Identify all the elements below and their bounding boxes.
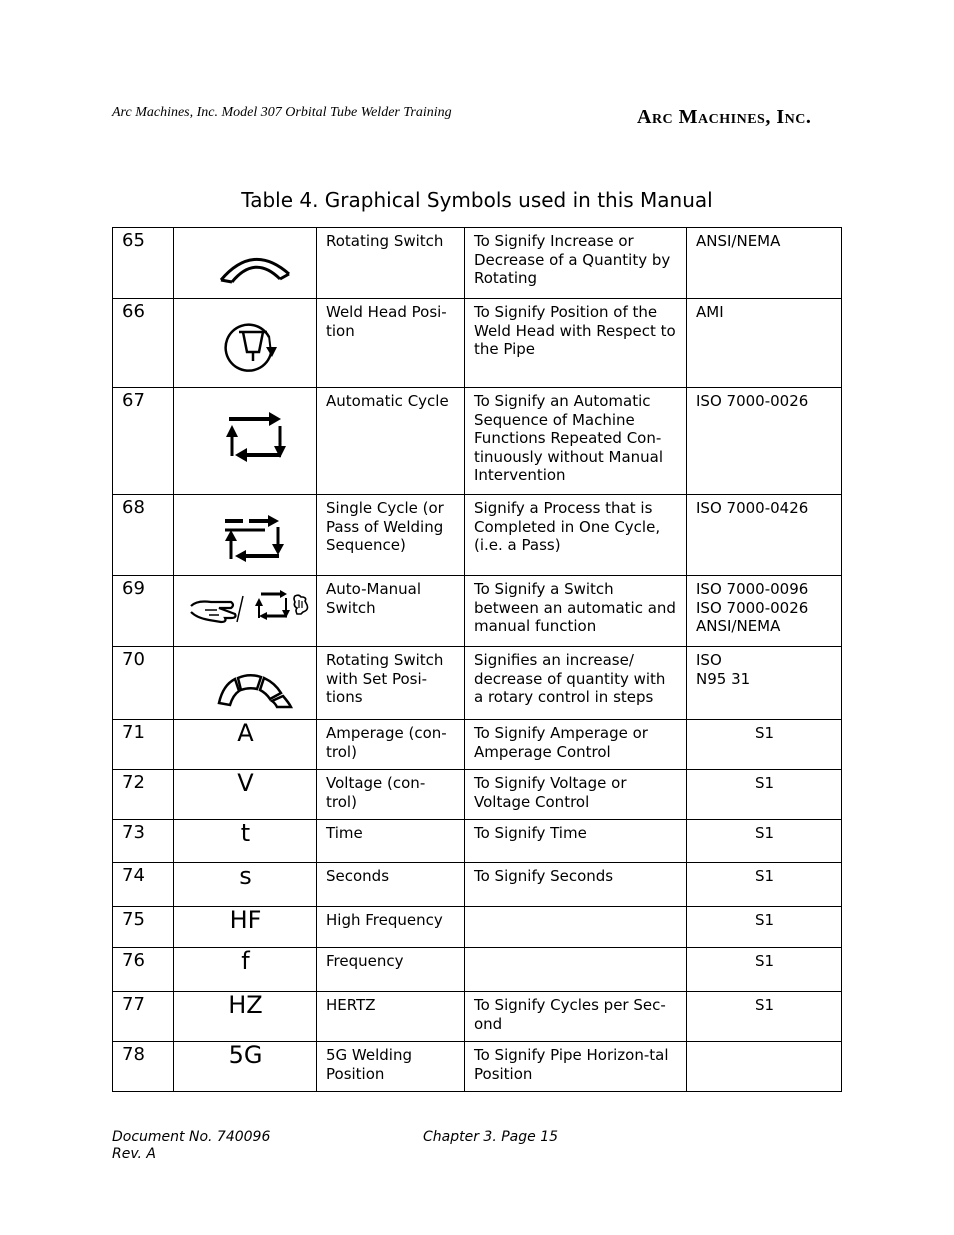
table-row	[113, 576, 842, 647]
symbol-name: Automatic Cycle	[317, 388, 465, 495]
rotating-switch-icon	[183, 232, 326, 298]
row-number: 65	[113, 228, 174, 299]
symbol-cell	[174, 228, 317, 299]
page-number: Chapter 3. Page 15	[423, 1129, 559, 1145]
revision: Rev. A	[112, 1146, 156, 1162]
symbol-letter: t	[174, 820, 317, 863]
symbol-description: To Signify Position of the Weld Head with Respect to the Pipe	[465, 299, 687, 388]
rotating-switch-set-positions-icon	[183, 651, 326, 719]
weld-head-position-icon	[183, 303, 326, 387]
symbol-letter: HF	[174, 907, 317, 948]
table-title: Table 4. Graphical Symbols used in this Manual	[241, 188, 713, 212]
table-row	[113, 948, 842, 992]
table-row	[113, 907, 842, 948]
table-row	[113, 863, 842, 907]
table-row	[113, 647, 842, 720]
row-number: 75	[113, 907, 174, 948]
symbol-standard: S1	[687, 863, 842, 907]
symbol-description: To Signify Seconds	[465, 863, 687, 907]
symbol-name: Auto-Manual Switch	[317, 576, 465, 647]
symbol-standard: S1	[687, 820, 842, 863]
table-row	[113, 720, 842, 770]
table-row	[113, 228, 842, 299]
symbol-description: To Signify an Automatic Sequence of Machine Functions Repeated Con-tinuously without Manual Intervention	[465, 388, 687, 495]
symbol-description	[465, 948, 687, 992]
symbol-name: Frequency	[317, 948, 465, 992]
symbol-letter: f	[174, 948, 317, 992]
symbol-description: To Signify Time	[465, 820, 687, 863]
symbol-letter: A	[174, 720, 317, 770]
row-number: 68	[113, 495, 174, 576]
table-row	[113, 820, 842, 863]
symbol-name: Rotating Switch with Set Posi-tions	[317, 647, 465, 720]
symbol-standard: S1	[687, 720, 842, 770]
symbol-cell	[174, 576, 317, 647]
symbol-name: High Frequency	[317, 907, 465, 948]
automatic-cycle-icon	[183, 392, 326, 494]
symbol-standard: ISO 7000-0096 ISO 7000-0026 ANSI/NEMA	[687, 576, 842, 647]
symbol-standard: S1	[687, 948, 842, 992]
footer-document-info	[112, 1129, 270, 1163]
symbols-table	[112, 227, 842, 1092]
row-number: 67	[113, 388, 174, 495]
table-row	[113, 1042, 842, 1092]
symbol-description: To Signify Pipe Horizon-tal Position	[465, 1042, 687, 1092]
symbol-cell	[174, 647, 317, 720]
symbol-standard	[687, 1042, 842, 1092]
symbol-name: Weld Head Posi-tion	[317, 299, 465, 388]
symbol-standard: AMI	[687, 299, 842, 388]
row-number: 73	[113, 820, 174, 863]
table-row	[113, 299, 842, 388]
table-row	[113, 388, 842, 495]
symbol-name: Rotating Switch	[317, 228, 465, 299]
symbol-name: Seconds	[317, 863, 465, 907]
symbol-standard: S1	[687, 770, 842, 820]
header-doc-title: Arc Machines, Inc. Model 307 Orbital Tube Welder Training	[112, 105, 452, 120]
row-number: 69	[113, 576, 174, 647]
symbol-letter: HZ	[174, 992, 317, 1042]
symbol-standard: ISO N95 31	[687, 647, 842, 720]
symbol-cell	[174, 495, 317, 576]
symbol-description: To Signify a Switch between an automatic and manual function	[465, 576, 687, 647]
row-number: 77	[113, 992, 174, 1042]
table-row	[113, 495, 842, 576]
row-number: 72	[113, 770, 174, 820]
symbol-cell	[174, 299, 317, 388]
symbol-description: To Signify Increase or Decrease of a Quantity by Rotating	[465, 228, 687, 299]
symbol-letter: V	[174, 770, 317, 820]
symbol-description: To Signify Cycles per Sec-ond	[465, 992, 687, 1042]
symbol-cell	[174, 388, 317, 495]
single-cycle-icon	[183, 499, 326, 575]
symbol-description: Signifies an increase/ decrease of quantity with a rotary control in steps	[465, 647, 687, 720]
symbol-name: Voltage (con-trol)	[317, 770, 465, 820]
row-number: 76	[113, 948, 174, 992]
document-number: Document No. 740096	[112, 1129, 271, 1145]
symbol-standard: S1	[687, 992, 842, 1042]
symbol-name: Single Cycle (or Pass of Welding Sequence)	[317, 495, 465, 576]
row-number: 74	[113, 863, 174, 907]
symbol-description: To Signify Voltage or Voltage Control	[465, 770, 687, 820]
company-logo-text: Arc Machines, Inc.	[637, 106, 812, 128]
row-number: 78	[113, 1042, 174, 1092]
row-number: 66	[113, 299, 174, 388]
symbol-letter: 5G	[174, 1042, 317, 1092]
symbol-standard: ANSI/NEMA	[687, 228, 842, 299]
symbol-name: Time	[317, 820, 465, 863]
table-row	[113, 770, 842, 820]
table-row	[113, 992, 842, 1042]
symbol-standard: ISO 7000-0026	[687, 388, 842, 495]
row-number: 71	[113, 720, 174, 770]
symbol-description	[465, 907, 687, 948]
symbol-name: 5G Welding Position	[317, 1042, 465, 1092]
symbol-letter: s	[174, 863, 317, 907]
auto-manual-switch-icon	[183, 580, 326, 646]
symbol-standard: S1	[687, 907, 842, 948]
symbol-name: Amperage (con-trol)	[317, 720, 465, 770]
symbol-name: HERTZ	[317, 992, 465, 1042]
symbol-description: To Signify Amperage or Amperage Control	[465, 720, 687, 770]
symbol-description: Signify a Process that is Completed in One Cycle, (i.e. a Pass)	[465, 495, 687, 576]
row-number: 70	[113, 647, 174, 720]
symbol-standard: ISO 7000-0426	[687, 495, 842, 576]
